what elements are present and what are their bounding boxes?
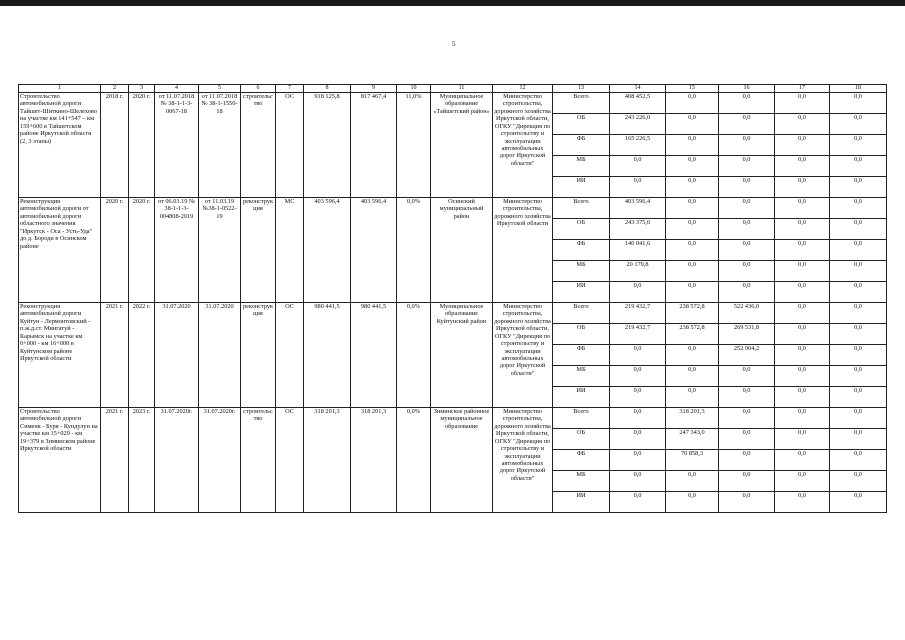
funding-value: 0,0 xyxy=(666,135,719,156)
remaining-cost: 980 441,5 xyxy=(351,303,397,408)
funding-value: 0,0 xyxy=(610,177,666,198)
funding-value: 0,0 xyxy=(830,240,887,261)
column-header: 2 xyxy=(101,85,129,93)
column-header: 3 xyxy=(129,85,155,93)
permit-doc: от 11.03.19 №38-1-0522-19 xyxy=(199,198,241,303)
year-end: 2023 г. xyxy=(129,408,155,513)
municipality: Муниципальное образование Куйтунский район xyxy=(431,303,493,408)
customer: Министерство строительства, дорожного хозяйства Иркутской области, ОГКУ "Дирекция по строительству и эксплуатации автомобильных дорог Иркутской области" xyxy=(493,93,553,198)
expertise-doc: 31.07.2020 xyxy=(155,303,199,408)
funding-value: 219 432,7 xyxy=(610,324,666,345)
funding-value: 0,0 xyxy=(830,366,887,387)
funding-value: 0,0 xyxy=(775,429,830,450)
funding-value: 0,0 xyxy=(830,198,887,219)
column-header: 5 xyxy=(199,85,241,93)
permit-doc: 31.07.2020 xyxy=(199,303,241,408)
table-row xyxy=(19,408,887,429)
funding-value: 0,0 xyxy=(830,387,887,408)
readiness-percent: 0,0% xyxy=(397,303,431,408)
funding-value: 0,0 xyxy=(666,177,719,198)
funding-value: 0,0 xyxy=(775,450,830,471)
funding-value: 0,0 xyxy=(666,93,719,114)
funding-value: 0,0 xyxy=(830,156,887,177)
financing-table xyxy=(18,84,887,513)
funding-source: Всего xyxy=(553,93,610,114)
funding-value: 0,0 xyxy=(719,135,775,156)
funding-value: 0,0 xyxy=(775,177,830,198)
funding-value: 0,0 xyxy=(775,282,830,303)
column-header: 6 xyxy=(241,85,276,93)
page-number: 5 xyxy=(452,40,456,48)
funding-value: 0,0 xyxy=(666,198,719,219)
funding-value: 0,0 xyxy=(610,156,666,177)
funding-value: 0,0 xyxy=(775,345,830,366)
column-header: 7 xyxy=(276,85,304,93)
funding-value: 0,0 xyxy=(610,345,666,366)
funding-value: 252 904,2 xyxy=(719,345,775,366)
funding-value: 0,0 xyxy=(830,114,887,135)
funding-value: 0,0 xyxy=(775,408,830,429)
funding-value: 0,0 xyxy=(719,429,775,450)
funding-source: ИИ xyxy=(553,492,610,513)
year-start: 2021 г. xyxy=(101,303,129,408)
year-end: 2020 г. xyxy=(129,93,155,198)
work-type: строительство xyxy=(241,93,276,198)
table-row xyxy=(19,198,887,219)
funding-value: 269 531,8 xyxy=(719,324,775,345)
year-end: 2020 г. xyxy=(129,198,155,303)
funding-source: МБ xyxy=(553,366,610,387)
funding-value: 140 041,6 xyxy=(610,240,666,261)
funding-value: 0,0 xyxy=(775,492,830,513)
column-header: 16 xyxy=(719,85,775,93)
funding-value: 165 226,5 xyxy=(610,135,666,156)
table-row xyxy=(19,93,887,114)
funding-value: 0,0 xyxy=(719,282,775,303)
expertise-doc: от 11.07.2018 № 38-1-1-3-0067-18 xyxy=(155,93,199,198)
project-name: Строительство автомобильной дороги Тайшет-Шиткино-Шелехово на участке км 141+547 – км 159+600 в Тайшетском районе Иркутской области (2, 3 этапы) xyxy=(19,93,101,198)
project-name: Реконструкция автомобильной дороги от автомобильной дороги областного значения "Иркутск - Оса - Усть-Уда" до д. Бороди в Осинском районе xyxy=(19,198,101,303)
column-header: 12 xyxy=(493,85,553,93)
funding-value: 0,0 xyxy=(719,177,775,198)
column-header: 9 xyxy=(351,85,397,93)
column-header: 18 xyxy=(830,85,887,93)
funding-source: ОБ xyxy=(553,219,610,240)
customer: Министерство строительства, дорожного хозяйства Иркутской области xyxy=(493,198,553,303)
funding-value: 0,0 xyxy=(830,93,887,114)
funding-source: ИИ xyxy=(553,282,610,303)
funding-source: ФБ xyxy=(553,450,610,471)
funding-value: 0,0 xyxy=(719,471,775,492)
permit-doc: от 11.07.2018 № 38-1-1550-18 xyxy=(199,93,241,198)
funding-value: 403 596,4 xyxy=(610,198,666,219)
funding-value: 219 432,7 xyxy=(610,303,666,324)
funding-source: ИИ xyxy=(553,177,610,198)
funding-value: 20 179,8 xyxy=(610,261,666,282)
funding-value: 0,0 xyxy=(610,408,666,429)
work-type: реконструкция xyxy=(241,303,276,408)
funding-value: 70 858,3 xyxy=(666,450,719,471)
funding-value: 0,0 xyxy=(775,198,830,219)
funding-source: МБ xyxy=(553,261,610,282)
customer: Министерство строительства, дорожного хозяйства Иркутской области, ОГКУ "Дирекция по строительству и эксплуатации автомобильных дорог Иркутской области" xyxy=(493,408,553,513)
estimated-cost: 403 596,4 xyxy=(304,198,351,303)
funding-value: 0,0 xyxy=(666,219,719,240)
funding-value: 0,0 xyxy=(775,471,830,492)
column-header: 1 xyxy=(19,85,101,93)
funding-value: 0,0 xyxy=(830,282,887,303)
funding-source: МБ xyxy=(553,471,610,492)
funding-value: 0,0 xyxy=(719,261,775,282)
project-name: Строительство автомобильной дороги Сименк - Буря - Кундулун на участке км 15+029 - км 19+379 в Зиминском районе Иркутской области xyxy=(19,408,101,513)
municipality: Зиминское районное муниципальное образование xyxy=(431,408,493,513)
funding-value: 247 343,0 xyxy=(666,429,719,450)
readiness-percent: 0,0% xyxy=(397,408,431,513)
funding-value: 0,0 xyxy=(666,345,719,366)
funding-value: 0,0 xyxy=(719,93,775,114)
funding-value: 318 201,3 xyxy=(666,408,719,429)
funding-value: 0,0 xyxy=(830,429,887,450)
year-start: 2018 г. xyxy=(101,93,129,198)
funding-value: 0,0 xyxy=(719,387,775,408)
funding-value: 0,0 xyxy=(830,450,887,471)
ownership: ОС xyxy=(276,93,304,198)
funding-value: 0,0 xyxy=(719,366,775,387)
funding-source: ФБ xyxy=(553,135,610,156)
funding-value: 0,0 xyxy=(830,345,887,366)
work-type: реконструкция xyxy=(241,198,276,303)
funding-value: 0,0 xyxy=(666,156,719,177)
funding-source: ФБ xyxy=(553,345,610,366)
project-name: Реконструкция автомобильной дороги Куйтун - Лермонтовский - п.ж.д.ст. Мингатуй - Карымск на участке км 0+000 - км 16+000 в Куйтунском районе Иркутской области xyxy=(19,303,101,408)
funding-value: 0,0 xyxy=(775,366,830,387)
funding-source: ФБ xyxy=(553,240,610,261)
column-header: 13 xyxy=(553,85,610,93)
funding-value: 0,0 xyxy=(830,177,887,198)
expertise-doc: от 06.03.19 № 38-1-1-3-004808-2019 xyxy=(155,198,199,303)
remaining-cost: 403 596,4 xyxy=(351,198,397,303)
estimated-cost: 918 125,8 xyxy=(304,93,351,198)
funding-value: 0,0 xyxy=(775,387,830,408)
scan-top-border xyxy=(0,0,905,6)
funding-value: 0,0 xyxy=(666,114,719,135)
funding-source: ОБ xyxy=(553,429,610,450)
funding-source: ИИ xyxy=(553,387,610,408)
funding-source: ОБ xyxy=(553,114,610,135)
funding-value: 0,0 xyxy=(830,261,887,282)
funding-value: 0,0 xyxy=(775,156,830,177)
funding-value: 0,0 xyxy=(830,135,887,156)
funding-value: 0,0 xyxy=(775,240,830,261)
municipality: Осинский муниципальный район xyxy=(431,198,493,303)
funding-value: 0,0 xyxy=(610,450,666,471)
funding-value: 0,0 xyxy=(666,282,719,303)
funding-value: 0,0 xyxy=(775,324,830,345)
funding-value: 0,0 xyxy=(719,156,775,177)
funding-source: Всего xyxy=(553,198,610,219)
column-header: 15 xyxy=(666,85,719,93)
funding-value: 0,0 xyxy=(719,240,775,261)
funding-value: 0,0 xyxy=(775,261,830,282)
permit-doc: 31.07.2020г. xyxy=(199,408,241,513)
funding-source: ОБ xyxy=(553,324,610,345)
funding-value: 0,0 xyxy=(610,282,666,303)
funding-value: 0,0 xyxy=(666,261,719,282)
column-header: 8 xyxy=(304,85,351,93)
column-header: 10 xyxy=(397,85,431,93)
readiness-percent: 0,0% xyxy=(397,198,431,303)
municipality: Муниципальное образование «Тайшетский район» xyxy=(431,93,493,198)
funding-value: 0,0 xyxy=(610,366,666,387)
funding-value: 243 375,0 xyxy=(610,219,666,240)
remaining-cost: 817 467,4 xyxy=(351,93,397,198)
remaining-cost: 318 201,3 xyxy=(351,408,397,513)
funding-value: 522 436,0 xyxy=(719,303,775,324)
funding-value: 0,0 xyxy=(666,240,719,261)
column-header: 11 xyxy=(431,85,493,93)
column-header: 4 xyxy=(155,85,199,93)
work-type: строительство xyxy=(241,408,276,513)
funding-value: 0,0 xyxy=(775,93,830,114)
funding-value: 243 226,0 xyxy=(610,114,666,135)
funding-value: 0,0 xyxy=(830,303,887,324)
funding-value: 408 452,5 xyxy=(610,93,666,114)
expertise-doc: 31.07.2020г. xyxy=(155,408,199,513)
funding-value: 0,0 xyxy=(775,135,830,156)
column-header: 17 xyxy=(775,85,830,93)
funding-value: 0,0 xyxy=(719,198,775,219)
funding-value: 0,0 xyxy=(666,366,719,387)
funding-value: 238 572,8 xyxy=(666,324,719,345)
funding-source: МБ xyxy=(553,156,610,177)
funding-value: 0,0 xyxy=(666,471,719,492)
funding-source: Всего xyxy=(553,303,610,324)
year-start: 2020 г. xyxy=(101,198,129,303)
column-header: 14 xyxy=(610,85,666,93)
funding-value: 0,0 xyxy=(830,471,887,492)
funding-value: 0,0 xyxy=(830,324,887,345)
funding-value: 0,0 xyxy=(719,408,775,429)
funding-source: Всего xyxy=(553,408,610,429)
table-row xyxy=(19,303,887,324)
funding-value: 0,0 xyxy=(830,492,887,513)
estimated-cost: 980 441,5 xyxy=(304,303,351,408)
year-end: 2022 г. xyxy=(129,303,155,408)
funding-value: 0,0 xyxy=(775,303,830,324)
funding-value: 0,0 xyxy=(830,219,887,240)
funding-value: 0,0 xyxy=(719,450,775,471)
estimated-cost: 318 201,3 xyxy=(304,408,351,513)
funding-value: 0,0 xyxy=(666,492,719,513)
funding-value: 0,0 xyxy=(775,219,830,240)
funding-value: 0,0 xyxy=(719,492,775,513)
funding-value: 0,0 xyxy=(666,387,719,408)
customer: Министерство строительства, дорожного хозяйства Иркутской области, ОГКУ "Дирекция по строительству и эксплуатации автомобильных дорог Иркутской области" xyxy=(493,303,553,408)
funding-value: 238 572,8 xyxy=(666,303,719,324)
funding-value: 0,0 xyxy=(610,492,666,513)
ownership: МС xyxy=(276,198,304,303)
ownership: ОС xyxy=(276,408,304,513)
funding-value: 0,0 xyxy=(610,429,666,450)
funding-value: 0,0 xyxy=(719,219,775,240)
readiness-percent: 11,0% xyxy=(397,93,431,198)
funding-value: 0,0 xyxy=(610,387,666,408)
header-row xyxy=(19,85,887,93)
funding-value: 0,0 xyxy=(830,408,887,429)
funding-value: 0,0 xyxy=(775,114,830,135)
year-start: 2021 г. xyxy=(101,408,129,513)
funding-value: 0,0 xyxy=(719,114,775,135)
funding-value: 0,0 xyxy=(610,471,666,492)
ownership: ОС xyxy=(276,303,304,408)
